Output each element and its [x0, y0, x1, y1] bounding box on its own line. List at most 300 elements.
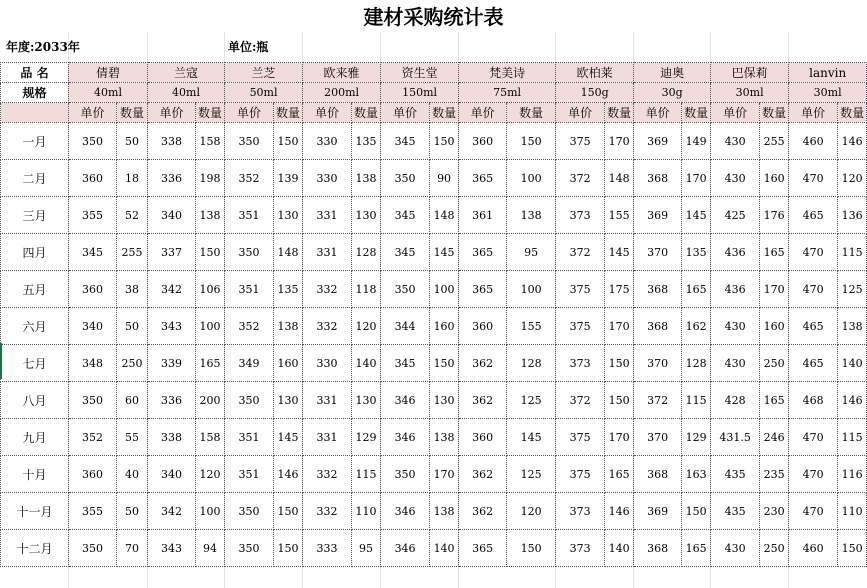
qty-cell[interactable]: 90 [430, 160, 459, 197]
qty-cell[interactable]: 128 [682, 345, 711, 382]
price-cell[interactable]: 360 [69, 456, 117, 493]
price-cell[interactable]: 331 [303, 382, 352, 419]
qty-cell[interactable]: 129 [682, 419, 711, 456]
price-cell[interactable]: 338 [148, 419, 196, 456]
product-name-cell[interactable]: lanvin [789, 63, 867, 83]
qty-cell[interactable]: 100 [196, 308, 225, 345]
month-cell[interactable]: 三月 [1, 197, 69, 234]
qty-cell[interactable]: 138 [274, 308, 303, 345]
qty-cell[interactable]: 125 [507, 382, 556, 419]
qty-cell[interactable]: 130 [430, 382, 459, 419]
qty-cell[interactable]: 250 [760, 530, 789, 567]
qty-cell[interactable]: 139 [274, 160, 303, 197]
qty-cell[interactable]: 18 [117, 160, 148, 197]
price-cell[interactable]: 360 [459, 419, 507, 456]
qty-cell[interactable]: 136 [838, 197, 867, 234]
price-cell[interactable]: 375 [556, 456, 605, 493]
price-cell[interactable]: 365 [459, 160, 507, 197]
price-cell[interactable]: 375 [556, 419, 605, 456]
qty-cell[interactable]: 170 [605, 419, 634, 456]
qty-cell[interactable]: 116 [838, 456, 867, 493]
price-cell[interactable]: 330 [303, 160, 352, 197]
qty-cell[interactable]: 170 [760, 271, 789, 308]
qty-cell[interactable]: 138 [430, 493, 459, 530]
price-cell[interactable]: 351 [225, 456, 274, 493]
price-cell[interactable]: 428 [711, 382, 760, 419]
qty-cell[interactable]: 145 [507, 419, 556, 456]
qty-cell[interactable]: 60 [117, 382, 148, 419]
spec-cell[interactable]: 200ml [303, 83, 381, 103]
qty-cell[interactable]: 138 [196, 197, 225, 234]
price-cell[interactable]: 365 [459, 530, 507, 567]
price-cell[interactable]: 430 [711, 308, 760, 345]
qty-header-cell[interactable]: 数量 [274, 103, 303, 123]
month-cell[interactable]: 六月 [1, 308, 69, 345]
qty-cell[interactable]: 176 [760, 197, 789, 234]
price-header-cell[interactable]: 单价 [303, 103, 352, 123]
qty-cell[interactable]: 149 [682, 123, 711, 160]
year-label[interactable]: 年度:2033年 [6, 40, 80, 54]
qty-cell[interactable]: 135 [682, 234, 711, 271]
price-cell[interactable]: 330 [303, 123, 352, 160]
price-cell[interactable]: 340 [148, 456, 196, 493]
month-cell[interactable]: 七月 [1, 345, 69, 382]
price-cell[interactable]: 346 [381, 382, 430, 419]
qty-cell[interactable]: 130 [274, 382, 303, 419]
price-cell[interactable]: 430 [711, 160, 760, 197]
price-cell[interactable]: 372 [556, 234, 605, 271]
price-cell[interactable]: 332 [303, 308, 352, 345]
qty-cell[interactable]: 170 [605, 123, 634, 160]
qty-cell[interactable]: 95 [507, 234, 556, 271]
price-cell[interactable]: 368 [634, 308, 682, 345]
price-cell[interactable]: 372 [634, 382, 682, 419]
price-cell[interactable]: 345 [381, 345, 430, 382]
qty-cell[interactable]: 145 [682, 197, 711, 234]
price-cell[interactable]: 331 [303, 234, 352, 271]
qty-cell[interactable]: 170 [682, 160, 711, 197]
price-cell[interactable]: 332 [303, 493, 352, 530]
qty-cell[interactable]: 94 [196, 530, 225, 567]
qty-cell[interactable]: 150 [274, 530, 303, 567]
qty-cell[interactable]: 250 [117, 345, 148, 382]
qty-cell[interactable]: 138 [507, 197, 556, 234]
qty-cell[interactable]: 146 [274, 456, 303, 493]
price-cell[interactable]: 342 [148, 493, 196, 530]
price-cell[interactable]: 436 [711, 234, 760, 271]
spec-cell[interactable]: 30g [634, 83, 711, 103]
qty-header-cell[interactable]: 数量 [352, 103, 381, 123]
qty-cell[interactable]: 150 [196, 234, 225, 271]
qty-cell[interactable]: 128 [352, 234, 381, 271]
spec-cell[interactable]: 75ml [459, 83, 556, 103]
price-cell[interactable]: 365 [459, 271, 507, 308]
month-cell[interactable]: 九月 [1, 419, 69, 456]
price-cell[interactable]: 369 [634, 123, 682, 160]
qty-cell[interactable]: 158 [196, 419, 225, 456]
qty-cell[interactable]: 235 [760, 456, 789, 493]
price-cell[interactable]: 360 [69, 271, 117, 308]
price-cell[interactable]: 345 [381, 234, 430, 271]
qty-cell[interactable]: 130 [274, 197, 303, 234]
table-row [1, 234, 867, 271]
price-cell[interactable]: 344 [381, 308, 430, 345]
qty-cell[interactable]: 155 [507, 308, 556, 345]
qty-cell[interactable]: 146 [605, 493, 634, 530]
qty-cell[interactable]: 246 [760, 419, 789, 456]
price-header-cell[interactable]: 单价 [556, 103, 605, 123]
price-cell[interactable]: 435 [711, 493, 760, 530]
price-cell[interactable]: 465 [789, 345, 838, 382]
price-cell[interactable]: 470 [789, 160, 838, 197]
price-cell[interactable]: 351 [225, 197, 274, 234]
qty-cell[interactable]: 150 [605, 345, 634, 382]
qty-cell[interactable]: 100 [430, 271, 459, 308]
price-cell[interactable]: 430 [711, 530, 760, 567]
qty-cell[interactable]: 150 [274, 123, 303, 160]
month-cell[interactable]: 四月 [1, 234, 69, 271]
qty-cell[interactable]: 138 [430, 419, 459, 456]
price-cell[interactable]: 340 [148, 197, 196, 234]
price-cell[interactable]: 330 [303, 345, 352, 382]
price-header-cell[interactable]: 单价 [634, 103, 682, 123]
qty-cell[interactable]: 250 [760, 345, 789, 382]
price-cell[interactable]: 343 [148, 308, 196, 345]
price-cell[interactable]: 338 [148, 123, 196, 160]
price-cell[interactable]: 346 [381, 493, 430, 530]
qty-cell[interactable]: 100 [196, 493, 225, 530]
qty-header-cell[interactable]: 数量 [196, 103, 225, 123]
qty-cell[interactable]: 115 [352, 456, 381, 493]
qty-cell[interactable]: 146 [838, 123, 867, 160]
product-name-cell[interactable]: 兰芝 [225, 63, 303, 83]
price-cell[interactable]: 345 [381, 197, 430, 234]
qty-cell[interactable]: 145 [430, 234, 459, 271]
qty-cell[interactable]: 145 [605, 234, 634, 271]
price-cell[interactable]: 360 [459, 308, 507, 345]
qty-cell[interactable]: 130 [352, 197, 381, 234]
qty-cell[interactable]: 150 [430, 123, 459, 160]
qty-cell[interactable]: 50 [117, 493, 148, 530]
qty-cell[interactable]: 120 [507, 493, 556, 530]
qty-cell[interactable]: 155 [605, 197, 634, 234]
product-name-cell[interactable]: 兰寇 [148, 63, 225, 83]
price-cell[interactable]: 436 [711, 271, 760, 308]
price-cell[interactable]: 342 [148, 271, 196, 308]
price-cell[interactable]: 362 [459, 382, 507, 419]
price-cell[interactable]: 351 [225, 271, 274, 308]
price-cell[interactable]: 368 [634, 160, 682, 197]
price-cell[interactable]: 470 [789, 234, 838, 271]
qty-cell[interactable]: 165 [682, 271, 711, 308]
qty-cell[interactable]: 115 [682, 382, 711, 419]
qty-cell[interactable]: 38 [117, 271, 148, 308]
qty-cell[interactable]: 148 [274, 234, 303, 271]
qty-cell[interactable]: 165 [760, 382, 789, 419]
month-cell[interactable]: 二月 [1, 160, 69, 197]
qty-cell[interactable]: 255 [117, 234, 148, 271]
spec-cell[interactable]: 50ml [225, 83, 303, 103]
qty-cell[interactable]: 140 [605, 530, 634, 567]
spec-header-row [1, 83, 867, 103]
month-cell[interactable]: 一月 [1, 123, 69, 160]
spec-cell[interactable]: 30ml [789, 83, 867, 103]
price-header-cell[interactable]: 单价 [459, 103, 507, 123]
qty-cell[interactable]: 55 [117, 419, 148, 456]
qty-cell[interactable]: 70 [117, 530, 148, 567]
qty-header-cell[interactable]: 数量 [760, 103, 789, 123]
qty-cell[interactable]: 165 [605, 456, 634, 493]
qty-cell[interactable]: 200 [196, 382, 225, 419]
price-cell[interactable]: 350 [69, 530, 117, 567]
price-header-cell[interactable]: 单价 [711, 103, 760, 123]
qty-cell[interactable]: 160 [760, 160, 789, 197]
product-name-cell[interactable]: 欧来雅 [303, 63, 381, 83]
qty-header-cell[interactable]: 数量 [838, 103, 867, 123]
price-cell[interactable]: 360 [69, 160, 117, 197]
price-cell[interactable]: 360 [459, 123, 507, 160]
qty-cell[interactable]: 160 [760, 308, 789, 345]
qty-header-cell[interactable]: 数量 [430, 103, 459, 123]
price-cell[interactable]: 468 [789, 382, 838, 419]
price-cell[interactable]: 332 [303, 271, 352, 308]
qty-cell[interactable]: 140 [430, 530, 459, 567]
month-cell[interactable]: 十二月 [1, 530, 69, 567]
price-cell[interactable]: 339 [148, 345, 196, 382]
price-header-cell[interactable]: 单价 [69, 103, 117, 123]
price-cell[interactable]: 368 [634, 271, 682, 308]
qty-cell[interactable]: 158 [196, 123, 225, 160]
unit-label[interactable]: 单位:瓶 [228, 40, 269, 54]
price-cell[interactable]: 460 [789, 123, 838, 160]
qty-cell[interactable]: 95 [352, 530, 381, 567]
qty-cell[interactable]: 140 [838, 345, 867, 382]
price-cell[interactable]: 346 [381, 419, 430, 456]
price-cell[interactable]: 370 [634, 234, 682, 271]
qty-header-cell[interactable]: 数量 [682, 103, 711, 123]
price-cell[interactable]: 361 [459, 197, 507, 234]
blank-cell[interactable] [1, 103, 69, 123]
qty-cell[interactable]: 130 [352, 382, 381, 419]
price-cell[interactable]: 372 [556, 382, 605, 419]
price-cell[interactable]: 369 [634, 197, 682, 234]
price-cell[interactable]: 435 [711, 456, 760, 493]
qty-cell[interactable]: 115 [838, 419, 867, 456]
qty-cell[interactable]: 110 [838, 493, 867, 530]
price-cell[interactable]: 430 [711, 123, 760, 160]
price-cell[interactable]: 362 [459, 345, 507, 382]
qty-cell[interactable]: 150 [430, 345, 459, 382]
spec-cell[interactable]: 150g [556, 83, 634, 103]
qty-cell[interactable]: 40 [117, 456, 148, 493]
price-cell[interactable]: 370 [634, 345, 682, 382]
price-cell[interactable]: 465 [789, 197, 838, 234]
price-header-cell[interactable]: 单价 [148, 103, 196, 123]
price-header-cell[interactable]: 单价 [225, 103, 274, 123]
price-cell[interactable]: 332 [303, 456, 352, 493]
price-cell[interactable]: 345 [69, 234, 117, 271]
qty-cell[interactable]: 110 [352, 493, 381, 530]
price-cell[interactable]: 355 [69, 493, 117, 530]
qty-cell[interactable]: 125 [838, 271, 867, 308]
price-cell[interactable]: 470 [789, 271, 838, 308]
price-cell[interactable]: 340 [69, 308, 117, 345]
price-cell[interactable]: 372 [556, 160, 605, 197]
price-cell[interactable]: 336 [148, 160, 196, 197]
price-cell[interactable]: 350 [225, 382, 274, 419]
price-cell[interactable]: 368 [634, 530, 682, 567]
spec-label-cell[interactable]: 规格 [1, 83, 69, 103]
qty-cell[interactable]: 150 [838, 530, 867, 567]
product-name-cell[interactable]: 倩碧 [69, 63, 148, 83]
month-cell[interactable]: 十一月 [1, 493, 69, 530]
price-cell[interactable]: 345 [381, 123, 430, 160]
price-cell[interactable]: 370 [634, 419, 682, 456]
price-cell[interactable]: 430 [711, 345, 760, 382]
qty-cell[interactable]: 150 [682, 493, 711, 530]
qty-cell[interactable]: 129 [352, 419, 381, 456]
price-cell[interactable]: 362 [459, 456, 507, 493]
price-cell[interactable]: 373 [556, 345, 605, 382]
qty-cell[interactable]: 120 [196, 456, 225, 493]
qty-cell[interactable]: 150 [605, 382, 634, 419]
qty-cell[interactable]: 120 [352, 308, 381, 345]
product-name-cell[interactable]: 迪奥 [634, 63, 711, 83]
product-name-cell[interactable]: 巴保莉 [711, 63, 789, 83]
price-cell[interactable]: 460 [789, 530, 838, 567]
qty-cell[interactable]: 160 [274, 345, 303, 382]
qty-cell[interactable]: 148 [430, 197, 459, 234]
spec-cell[interactable]: 150ml [381, 83, 459, 103]
price-cell[interactable]: 350 [69, 382, 117, 419]
qty-cell[interactable]: 118 [352, 271, 381, 308]
price-cell[interactable]: 465 [789, 308, 838, 345]
product-label-cell[interactable]: 品 名 [1, 63, 69, 83]
price-cell[interactable]: 343 [148, 530, 196, 567]
qty-cell[interactable]: 163 [682, 456, 711, 493]
price-cell[interactable]: 331 [303, 197, 352, 234]
qty-cell[interactable]: 138 [838, 308, 867, 345]
price-cell[interactable]: 352 [69, 419, 117, 456]
spec-cell[interactable]: 40ml [69, 83, 148, 103]
qty-cell[interactable]: 150 [274, 493, 303, 530]
qty-cell[interactable]: 135 [274, 271, 303, 308]
qty-cell[interactable]: 160 [430, 308, 459, 345]
price-cell[interactable]: 350 [381, 271, 430, 308]
qty-cell[interactable]: 115 [838, 234, 867, 271]
price-cell[interactable]: 375 [556, 123, 605, 160]
price-cell[interactable]: 352 [225, 308, 274, 345]
qty-cell[interactable]: 135 [352, 123, 381, 160]
price-cell[interactable]: 350 [381, 160, 430, 197]
product-name-cell[interactable]: 梵美诗 [459, 63, 556, 83]
qty-cell[interactable]: 50 [117, 123, 148, 160]
qty-cell[interactable]: 165 [196, 345, 225, 382]
qty-cell[interactable]: 106 [196, 271, 225, 308]
price-cell[interactable]: 352 [225, 160, 274, 197]
price-cell[interactable]: 470 [789, 456, 838, 493]
price-cell[interactable]: 350 [225, 123, 274, 160]
qty-cell[interactable]: 165 [682, 530, 711, 567]
qty-cell[interactable]: 138 [352, 160, 381, 197]
price-cell[interactable]: 362 [459, 493, 507, 530]
price-cell[interactable]: 350 [69, 123, 117, 160]
price-cell[interactable]: 431.5 [711, 419, 760, 456]
price-cell[interactable]: 350 [225, 234, 274, 271]
qty-cell[interactable]: 170 [430, 456, 459, 493]
price-cell[interactable]: 333 [303, 530, 352, 567]
price-cell[interactable]: 331 [303, 419, 352, 456]
qty-header-cell[interactable]: 数量 [605, 103, 634, 123]
qty-cell[interactable]: 165 [760, 234, 789, 271]
price-cell[interactable]: 368 [634, 456, 682, 493]
price-cell[interactable]: 350 [225, 493, 274, 530]
qty-cell[interactable]: 52 [117, 197, 148, 234]
price-cell[interactable]: 369 [634, 493, 682, 530]
product-name-cell[interactable]: 欧柏莱 [556, 63, 634, 83]
price-cell[interactable]: 337 [148, 234, 196, 271]
qty-cell[interactable]: 230 [760, 493, 789, 530]
table-row [1, 419, 867, 456]
price-cell[interactable]: 373 [556, 493, 605, 530]
price-cell[interactable]: 336 [148, 382, 196, 419]
price-cell[interactable]: 350 [225, 530, 274, 567]
qty-cell[interactable]: 120 [838, 160, 867, 197]
qty-cell[interactable]: 125 [507, 456, 556, 493]
qty-cell[interactable]: 175 [605, 271, 634, 308]
qty-cell[interactable]: 150 [507, 530, 556, 567]
qty-cell[interactable]: 146 [838, 382, 867, 419]
price-header-cell[interactable]: 单价 [381, 103, 430, 123]
month-cell[interactable]: 五月 [1, 271, 69, 308]
price-cell[interactable]: 348 [69, 345, 117, 382]
qty-header-cell[interactable]: 数量 [507, 103, 556, 123]
qty-cell[interactable]: 100 [507, 271, 556, 308]
qty-cell[interactable]: 255 [760, 123, 789, 160]
price-cell[interactable]: 470 [789, 419, 838, 456]
price-cell[interactable]: 373 [556, 530, 605, 567]
qty-cell[interactable]: 100 [507, 160, 556, 197]
qty-cell[interactable]: 170 [605, 308, 634, 345]
qty-cell[interactable]: 50 [117, 308, 148, 345]
qty-cell[interactable]: 150 [507, 123, 556, 160]
price-cell[interactable]: 351 [225, 419, 274, 456]
qty-cell[interactable]: 198 [196, 160, 225, 197]
price-cell[interactable]: 350 [381, 456, 430, 493]
qty-cell[interactable]: 140 [352, 345, 381, 382]
qty-cell[interactable]: 145 [274, 419, 303, 456]
product-name-cell[interactable]: 资生堂 [381, 63, 459, 83]
price-cell[interactable]: 355 [69, 197, 117, 234]
month-cell[interactable]: 八月 [1, 382, 69, 419]
qty-cell[interactable]: 128 [507, 345, 556, 382]
price-cell[interactable]: 470 [789, 493, 838, 530]
spec-cell[interactable]: 40ml [148, 83, 225, 103]
price-cell[interactable]: 425 [711, 197, 760, 234]
price-cell[interactable]: 375 [556, 271, 605, 308]
qty-header-cell[interactable]: 数量 [117, 103, 148, 123]
price-cell[interactable]: 365 [459, 234, 507, 271]
price-cell[interactable]: 346 [381, 530, 430, 567]
price-header-cell[interactable]: 单价 [789, 103, 838, 123]
price-cell[interactable]: 349 [225, 345, 274, 382]
price-cell[interactable]: 375 [556, 308, 605, 345]
qty-cell[interactable]: 148 [605, 160, 634, 197]
qty-cell[interactable]: 162 [682, 308, 711, 345]
spec-cell[interactable]: 30ml [711, 83, 789, 103]
price-cell[interactable]: 373 [556, 197, 605, 234]
month-cell[interactable]: 十月 [1, 456, 69, 493]
